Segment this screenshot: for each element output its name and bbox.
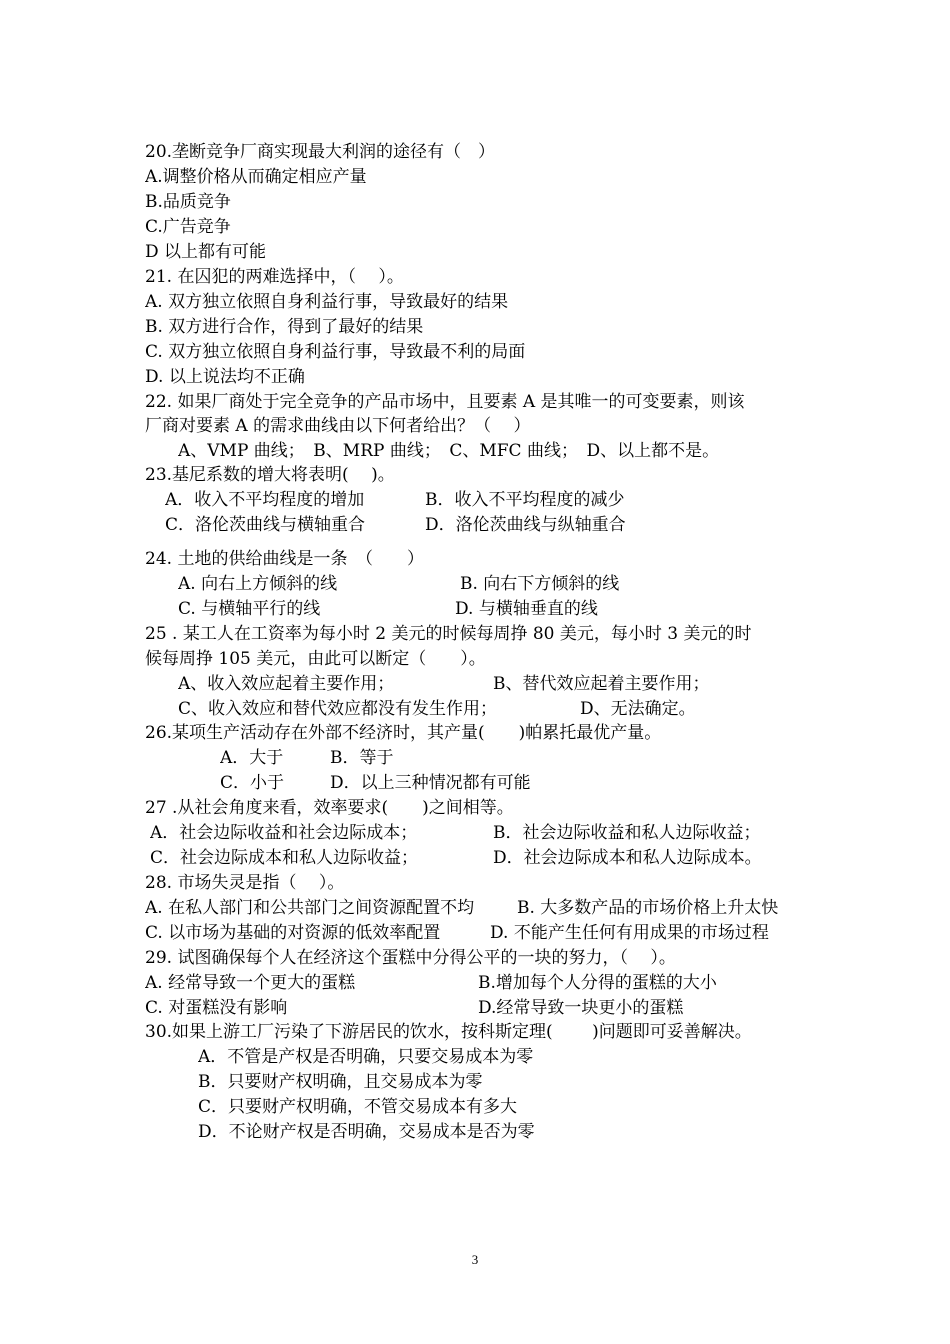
question-27-option-a: A．社会边际收益和社会边际成本； xyxy=(150,823,418,843)
question-28-option-b: B. 大多数产品的市场价格上升太快 xyxy=(517,898,779,918)
question-20-option-b: B.品质竞争 xyxy=(145,192,231,212)
question-23-option-d: D．洛伦茨曲线与纵轴重合 xyxy=(425,515,626,535)
question-25-option-b: B、替代效应起着主要作用； xyxy=(493,674,710,694)
question-29-option-d: D.经常导致一块更小的蛋糕 xyxy=(478,998,684,1018)
question-24-option-c: C. 与横轴平行的线 xyxy=(178,599,321,619)
question-29-option-c: C. 对蛋糕没有影响 xyxy=(145,998,288,1018)
page-number: 3 xyxy=(471,1252,479,1267)
question-22-stem-line2: 厂商对要素 A 的需求曲线由以下何者给出？（ ） xyxy=(145,416,531,436)
question-22-stem-line1: 22. 如果厂商处于完全竞争的产品市场中，且要素 A 是其唯一的可变要素，则该 xyxy=(145,392,745,412)
question-24-option-b: B. 向右下方倾斜的线 xyxy=(460,574,620,594)
question-27-option-b: B．社会边际收益和私人边际收益； xyxy=(493,823,761,843)
question-30-option-d: D．不论财产权是否明确，交易成本是否为零 xyxy=(198,1122,535,1142)
question-24-stem: 24. 土地的供给曲线是一条 （ ） xyxy=(145,549,424,569)
question-21-option-a: A. 双方独立依照自身利益行事，导致最好的结果 xyxy=(145,292,509,312)
question-28-option-c: C. 以市场为基础的对资源的低效率配置 xyxy=(145,923,441,943)
question-26-option-b: B．等于 xyxy=(330,748,394,768)
question-28-option-d: D. 不能产生任何有用成果的市场过程 xyxy=(490,923,769,943)
question-27-option-c: C．社会边际成本和私人边际收益； xyxy=(150,848,419,868)
question-25-option-a: A、收入效应起着主要作用； xyxy=(178,674,395,694)
question-27-stem: 27 .从社会角度来看，效率要求( )之间相等。 xyxy=(145,798,514,818)
question-25-stem-line2: 候每周挣 105 美元，由此可以断定（ ）。 xyxy=(145,649,486,669)
question-24-option-a: A. 向右上方倾斜的线 xyxy=(178,574,338,594)
question-23-stem: 23.基尼系数的增大将表明( )。 xyxy=(145,465,395,485)
question-26-option-a: A．大于 xyxy=(220,748,284,768)
question-30-option-b: B．只要财产权明确，且交易成本为零 xyxy=(198,1072,483,1092)
question-28-stem: 28. 市场失灵是指（ ）。 xyxy=(145,873,345,893)
question-26-stem: 26.某项生产活动存在外部不经济时，其产量( )帕累托最优产量。 xyxy=(145,723,662,743)
question-23-option-a: A．收入不平均程度的增加 xyxy=(165,490,365,510)
question-20-option-d: D 以上都有可能 xyxy=(145,242,267,262)
question-30-stem: 30.如果上游工厂污染了下游居民的饮水，按科斯定理( )问题即可妥善解决。 xyxy=(145,1022,752,1042)
question-21-option-b: B. 双方进行合作，得到了最好的结果 xyxy=(145,317,424,337)
question-29-option-a: A. 经常导致一个更大的蛋糕 xyxy=(145,973,356,993)
question-25-stem-line1: 25 . 某工人在工资率为每小时 2 美元的时候每周挣 80 美元，每小时 3 美元的时 xyxy=(145,624,752,644)
question-20-stem: 20.垄断竞争厂商实现最大利润的途径有（ ） xyxy=(145,142,496,162)
question-28-option-a: A. 在私人部门和公共部门之间资源配置不均 xyxy=(145,898,475,918)
question-29-stem: 29. 试图确保每个人在经济这个蛋糕中分得公平的一块的努力，（ ）。 xyxy=(145,948,676,968)
question-29-option-b: B.增加每个人分得的蛋糕的大小 xyxy=(478,973,717,993)
question-25-option-c: C、收入效应和替代效应都没有发生作用； xyxy=(178,699,498,719)
question-23-option-c: C．洛伦茨曲线与横轴重合 xyxy=(165,515,366,535)
question-21-stem: 21. 在囚犯的两难选择中，（ ）。 xyxy=(145,267,404,287)
question-25-option-d: D、无法确定。 xyxy=(580,699,696,719)
question-21-option-c: C. 双方独立依照自身利益行事，导致最不利的局面 xyxy=(145,342,526,362)
question-26-option-c: C．小于 xyxy=(220,773,285,793)
question-21-option-d: D. 以上说法均不正确 xyxy=(145,367,305,387)
question-27-option-d: D．社会边际成本和私人边际成本。 xyxy=(493,848,762,868)
question-23-option-b: B．收入不平均程度的减少 xyxy=(425,490,625,510)
question-24-option-d: D. 与横轴垂直的线 xyxy=(455,599,598,619)
question-20-option-c: C.广告竞争 xyxy=(145,217,231,237)
question-22-options: A、VMP 曲线； B、MRP 曲线； C、MFC 曲线； D、以上都不是。 xyxy=(178,441,720,461)
question-20-option-a: A.调整价格从而确定相应产量 xyxy=(145,167,367,187)
question-30-option-a: A．不管是产权是否明确，只要交易成本为零 xyxy=(198,1047,534,1067)
question-30-option-c: C．只要财产权明确，不管交易成本有多大 xyxy=(198,1097,518,1117)
question-26-option-d: D．以上三种情况都有可能 xyxy=(330,773,531,793)
